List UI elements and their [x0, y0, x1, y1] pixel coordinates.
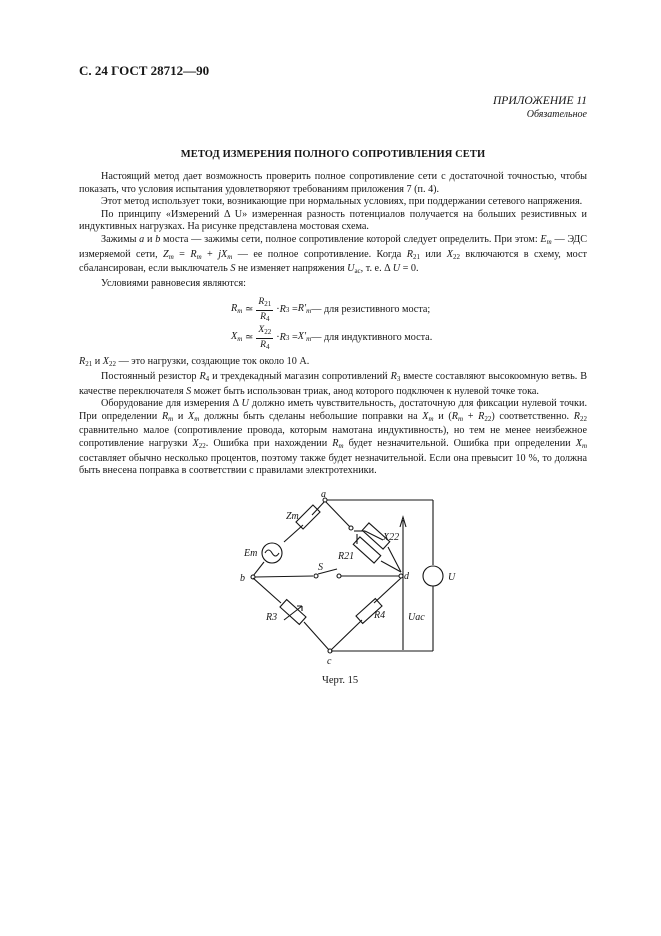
figure-caption: Черт. 15	[322, 675, 359, 686]
r3-label: R3	[266, 612, 278, 623]
switch-s-label: S	[318, 562, 323, 573]
section-title: МЕТОД ИЗМЕРЕНИЯ ПОЛНОГО СОПРОТИВЛЕНИЯ СЕТИ	[180, 149, 486, 160]
r3-resistance-box	[280, 600, 306, 625]
paragraph-1: Настоящий метод дает возможность проверить полное сопротивление сети с достаточной точностью, чтобы показать, что условия испытания удовлетворяют требованиям приложения 7 (п. 4).	[79, 171, 587, 195]
body-text	[79, 171, 587, 478]
zm-impedance-box	[296, 505, 320, 529]
appendix-subtitle: Обязательное	[526, 109, 587, 120]
x22-label: X22	[383, 532, 400, 543]
em-label: Em	[244, 548, 258, 559]
paragraph-3: По принципу «Измерений Δ U» измеренная разность потенциалов получается на больших резистивных и индуктивных нагрузках. На рисунке представлена мостовая схема.	[79, 208, 587, 233]
balance-formulas	[79, 296, 587, 352]
r4-label: R4	[374, 610, 386, 621]
paragraph-6: $R_{21}$ и $X_{22}$ — это нагрузки, создающие ток около 10 А.	[79, 356, 310, 369]
uac-label: Uac	[408, 612, 425, 623]
page-header: С. 24 ГОСТ 28712—90	[79, 63, 210, 78]
bridge-circuit-diagram	[238, 488, 458, 668]
voltmeter-u-icon	[423, 566, 443, 586]
paragraph-8: Оборудование для измерения Δ U должно иметь чувствительность, достаточную для фиксации нулевой точки. При определении $R_m$ и $X_m$ должны быть сделаны небольшие поправки на $X_m$ и $(R_m + R_{22})$ соответственно. $R_{22}$ сравнительно малое (сопротивление провода, которым намотана индуктивность), но тем не менее неизбежное сопротивление нагрузки $X_{22}$. Ошибка при нахождении $R_m$ будет незначительной. Ошибка при определении $X_m$ составляет обычно несколько процентов, поэтому также будет незначительной. Если она превысит 10 %, то должна быть внесена поправка в соответствии с правилами электротехники.	[79, 398, 588, 477]
appendix-title: ПРИЛОЖЕНИЕ 11	[492, 95, 587, 107]
node-b-label: b	[240, 573, 245, 584]
zm-label: Zm	[286, 511, 299, 522]
formula-resistive: $R_m$ ≃ $\frac{R_{21}}{R_4}$ · R 3 = $R'_m$ — для резистивного моста;	[231, 295, 431, 323]
appendix-label	[493, 94, 587, 122]
node-a-label: a	[321, 489, 326, 500]
paragraph-4: Зажимы a и b моста — зажимы сети, полное сопротивление которой следует определить. При этом: $E_m$ — ЭДС измеряемой сети, $Z_m = R_m + jX_m$ — ее полное сопротивление. Когда $R_{21}$ или $X_{22}$ включаются в схему, мост сбалансирован, если выключатель S не изменяет напряжения $U_{ac}$, т. е. Δ U = 0.	[79, 233, 587, 276]
paragraph-5: Условиями равновесия являются:	[101, 277, 247, 289]
r21-label: R21	[338, 551, 355, 562]
u-label: U	[448, 572, 456, 583]
paragraph-2: Этот метод использует токи, возникающие при нормальных условиях, при поддержании сетевого напряжения.	[101, 196, 583, 208]
formula-inductive: $X_m$ ≃ $\frac{X_{22}}{R_4}$ · R 3 = $X'_m$ — для индуктивного моста.	[231, 323, 433, 351]
node-c-label: c	[327, 656, 332, 667]
paragraph-7: Постоянный резистор $R_4$ и трехдекадный магазин сопротивлений $R_3$ вместе составляют высокоомную ветвь. В качестве переключателя S может быть использован триак, анод которого подключен к нулевой точке тока.	[79, 370, 587, 397]
node-d-label: d	[404, 571, 409, 582]
